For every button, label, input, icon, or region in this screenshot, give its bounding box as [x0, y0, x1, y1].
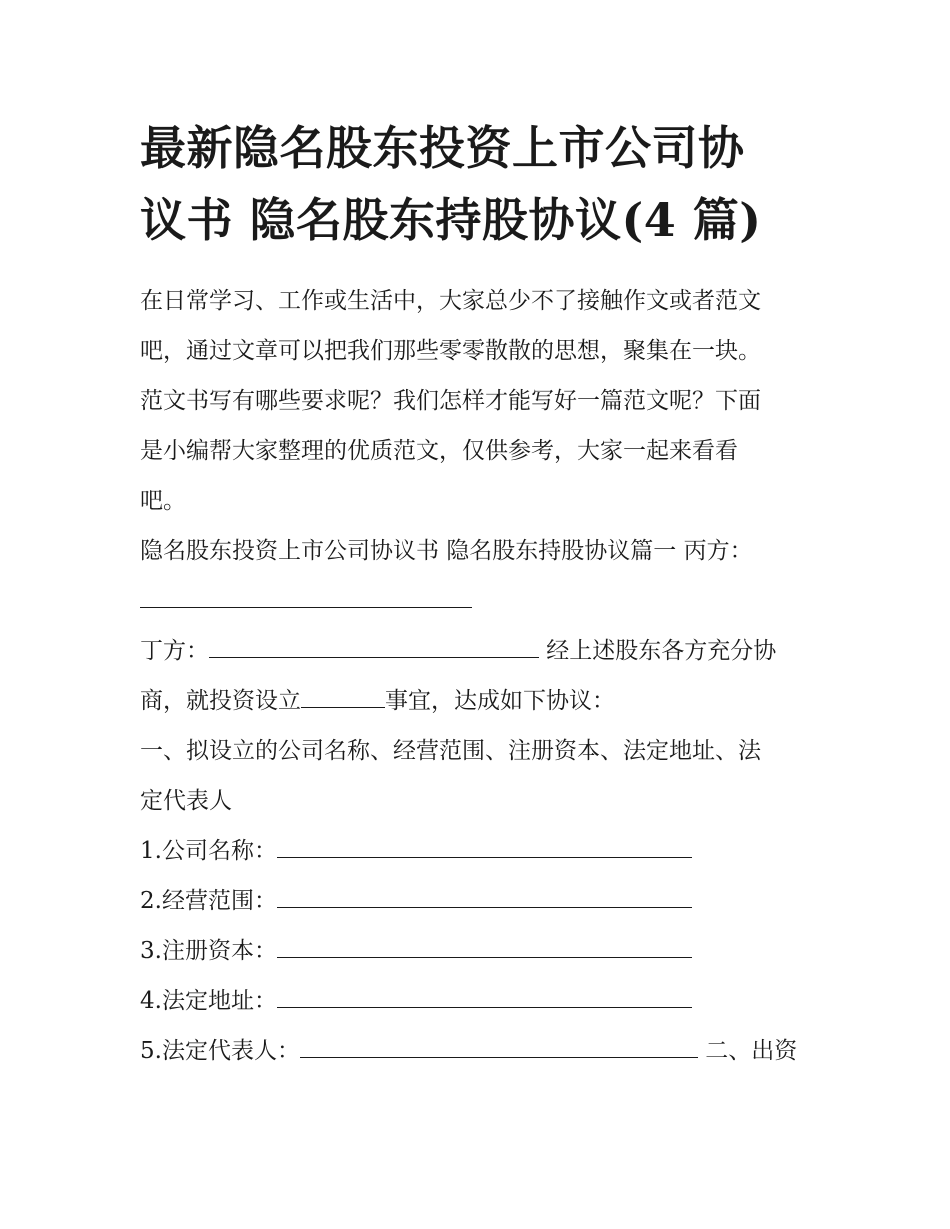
bing-party-blank [140, 577, 472, 608]
field-company-name [140, 826, 820, 876]
ding-after-text: 经上述股东各方充分协 [539, 638, 777, 664]
intro-line-3: 范文书写有哪些要求呢？我们怎样才能写好一篇范文呢？下面 [140, 388, 761, 414]
title-line-2: 议书 隐名股东持股协议(4 篇) [140, 193, 762, 247]
field5-after-text: 二、出资 [697, 1038, 798, 1064]
intro-line-2: 吧，通过文章可以把我们那些零零散散的思想，聚集在一块。 [140, 338, 761, 364]
legal-representative-label: 5.法定代表人： [140, 1038, 300, 1064]
ding-label: 丁方： [140, 638, 209, 664]
item1-line-2: 定代表人 [140, 788, 232, 814]
intro-line-1: 在日常学习、工作或生活中，大家总少不了接触作文或者范文 [140, 288, 761, 314]
document-title [140, 112, 820, 256]
intro-line-5: 吧。 [140, 488, 186, 514]
item1-line-1: 一、拟设立的公司名称、经营范围、注册资本、法定地址、法 [140, 738, 761, 764]
consult-row [140, 676, 820, 726]
company-name-label: 1.公司名称： [140, 838, 277, 864]
registered-capital-blank [277, 927, 692, 958]
field-registered-capital [140, 926, 820, 976]
title-line-1: 最新隐名股东投资上市公司协 [140, 121, 745, 175]
registered-capital-label: 3.注册资本： [140, 938, 277, 964]
intro-line-4: 是小编帮大家整理的优质范文，仅供参考，大家一起来看看 [140, 438, 738, 464]
legal-address-label: 4.法定地址： [140, 988, 277, 1014]
bing-blank-row [140, 576, 820, 626]
document-body [140, 276, 820, 1076]
legal-address-blank [277, 977, 692, 1008]
company-name-blank [277, 827, 692, 858]
business-scope-label: 2.经营范围： [140, 888, 277, 914]
consult-before-text: 商，就投资设立 [140, 688, 301, 714]
section-heading: 隐名股东投资上市公司协议书 隐名股东持股协议篇一 丙方： [140, 538, 753, 564]
legal-representative-blank [300, 1027, 698, 1058]
field-legal-address [140, 976, 820, 1026]
ding-party-blank [209, 627, 539, 658]
company-setup-blank [301, 677, 385, 708]
field-business-scope [140, 876, 820, 926]
ding-row [140, 626, 820, 676]
consult-after-text: 事宜，达成如下协议： [385, 688, 615, 714]
field-legal-representative [140, 1026, 820, 1076]
business-scope-blank [277, 877, 692, 908]
